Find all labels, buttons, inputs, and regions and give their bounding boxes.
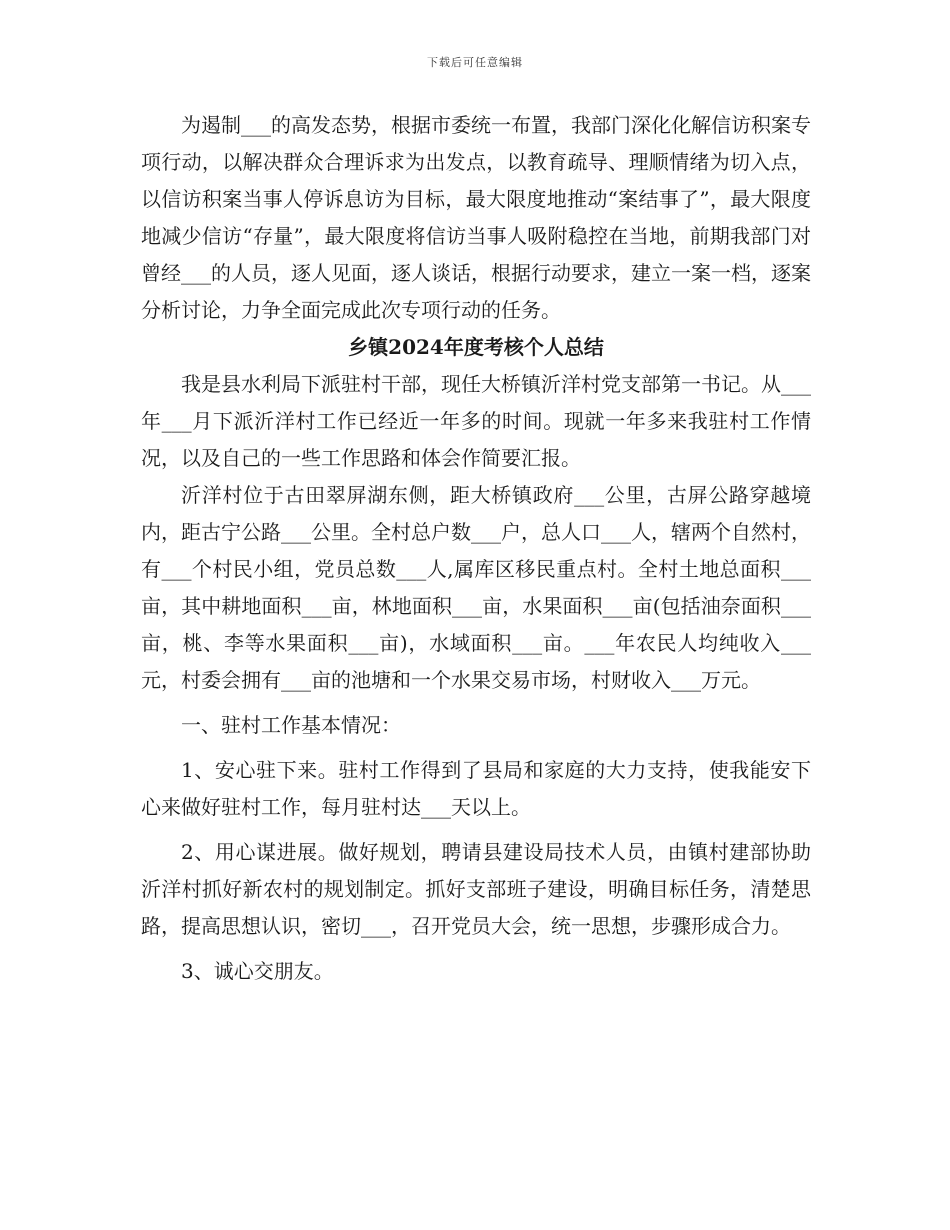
document-body [141,107,811,990]
paragraph-village-overview: 沂洋村位于古田翠屏湖东侧，距大桥镇政府___公里，古屏公路穿越境内，距古宁公路___公里。全村总户数___户，总人口___人，辖两个自然村，有___个村民小组，党员总数___人,属库区移民重点村。全村土地总面积___亩，其中耕地面积___亩，林地面积___亩，水果面积___亩(包括油奈面积___亩，桃、李等水果面积___亩)，水域面积___亩。___年农民人均纯收入___元，村委会拥有___亩的池塘和一个水果交易市场，村财收入___万元。 [141,483,811,692]
paragraph-intro: 为遏制___的高发态势，根据市委统一布置，我部门深化化解信访积案专项行动，以解决群众合理诉求为出发点，以教育疏导、理顺情绪为切入点，以信访积案当事人停诉息访为目标，最大限度地推动“案结事了”，最大限度地减少信访“存量”，最大限度将信访当事人吸附稳控在当地，前期我部门对曾经___的人员，逐人见面，逐人谈话，根据行动要求，建立一案一档，逐案分析讨论，力争全面完成此次专项行动的任务。 [141,113,811,322]
document-title: 乡镇2024年度考核个人总结 [348,335,604,359]
paragraph-item-2: 2、用心谋进展。做好规划，聘请县建设局技术人员，由镇村建部协助沂洋村抓好新农村的规划制定。抓好支部班子建设，明确目标任务，清楚思路，提高思想认识，密切___，召开党员大会，统一思想，步骤形成合力。 [141,840,811,938]
paragraph-item-3: 3、诚心交朋友。 [181,959,334,983]
paragraph-item-1: 1、安心驻下来。驻村工作得到了县局和家庭的大力支持，使我能安下心来做好驻村工作，每月驻村达___天以上。 [141,758,811,819]
header-note: 下载后可任意编辑 [427,56,523,69]
section-heading-basic-situation: 一、驻村工作基本情况： [181,713,401,737]
paragraph-self-intro: 我是县水利局下派驻村干部，现任大桥镇沂洋村党支部第一书记。从___年___月下派沂洋村工作已经近一年多的时间。现就一年多来我驻村工作情况，以及自己的一些工作思路和体会作简要汇报。 [141,372,811,470]
